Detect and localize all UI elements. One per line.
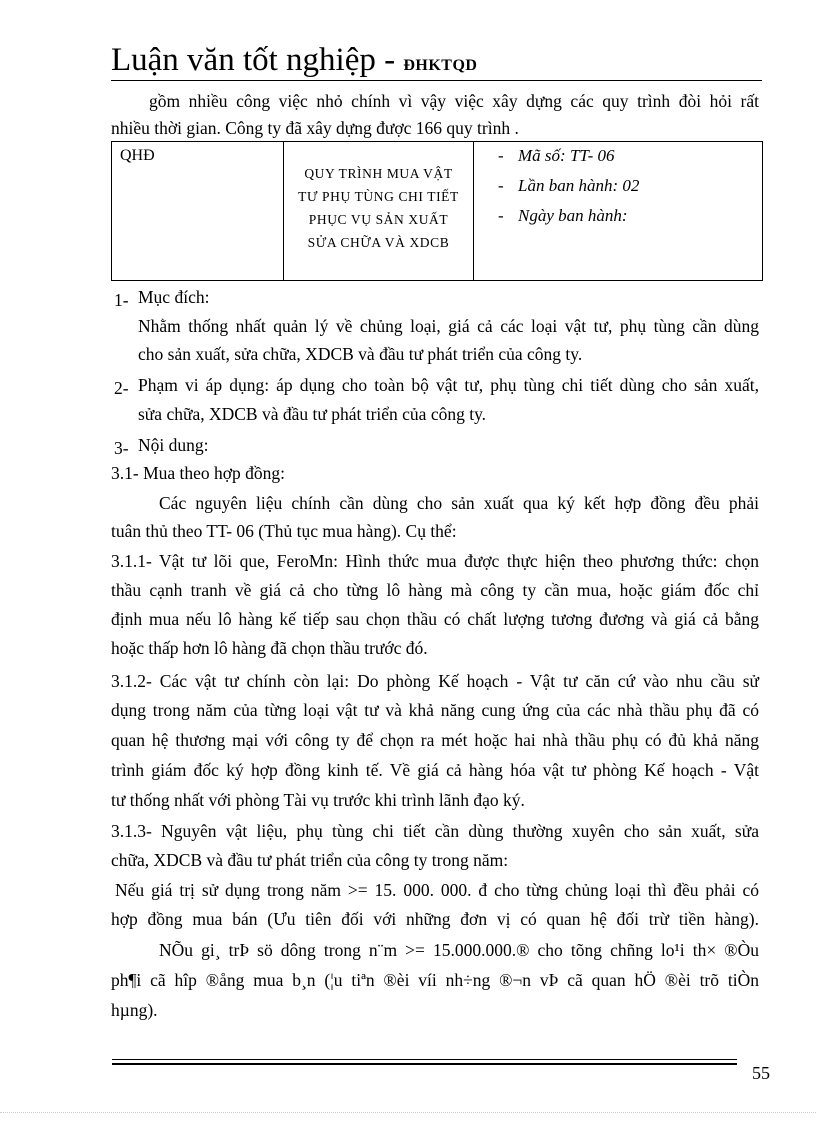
meta-dash: - [498,206,504,225]
s312-line-3: quan hệ thương mại với công ty để chọn ra mét hoặc hai nhà thầu phụ có đủ khả năng [111,730,759,750]
procedure-title-line: SỬA CHỮA VÀ XDCB [307,235,450,250]
s313-line-2: chữa, XDCB và đầu tư phát triển của công ty trong năm: [111,850,509,870]
s312-line-2: dụng trong năm của từng loại vật tư và khả năng cung ứng của các nhà thầu phụ đã có [111,700,759,720]
intro-line-2: nhiều thời gian. Công ty đã xây dựng được 166 quy trình . [111,118,519,138]
section-2-line-2: sửa chữa, XDCB và đầu tư phát triển của công ty. [138,404,487,424]
procedure-title [284,162,473,254]
para-3-line-1: NÕu gi¸ trÞ sö dông trong n¨m >= 15.000.000.® cho tõng chñng lo¹i th× ®Òu [159,940,759,960]
thesis-title: Luận văn tốt nghiệp [111,42,376,78]
procedure-title-line: PHỤC VỤ SẢN XUẤT [308,212,449,227]
section-1-title: Mục đích: [138,287,210,307]
department-code: QHĐ [120,147,155,164]
para-3-line-2: ph¶i cã hîp ®ång mua b¸n (¦u tiªn ®èi víi nh÷ng ®¬n vÞ cã quan hÖ ®èi trõ tiÒn [111,970,759,990]
para-2-line-2: hợp đồng mua bán (Ưu tiên đối với những đơn vị có quan hệ đối trừ tiền hàng). [111,909,759,929]
section-3-title: Nội dung: [138,435,209,455]
section-2-number: 2- [114,378,129,398]
section-3-number: 3- [114,438,129,458]
table-cell-title [284,142,474,280]
s311-line-3: định mua nếu lô hàng kế tiếp sau chọn thầu có chất lượng tương đương và giá cả bằng [111,609,759,629]
meta-dash: - [498,176,504,195]
intro-line-1: gồm nhiều công việc nhỏ chính vì vậy việc xây dựng các quy trình đòi hỏi rất [149,91,759,111]
meta-doc-number: - Mã số: TT- 06 [498,146,615,165]
procedure-title-line: QUY TRÌNH MUA VẬT [304,166,453,181]
s312-line-5: tư thống nhất với phòng Tài vụ trước khi trình lãnh đạo ký. [111,790,525,810]
meta-dash: - [498,146,504,165]
table-cell-meta [474,142,762,280]
s313-line-1: 3.1.3- Nguyên vật liệu, phụ tùng chi tiết cần dùng thường xuyên cho sản xuất, sửa [111,821,759,841]
s311-line-2: thầu cạnh tranh về giá cả cho từng lô hàng mà công ty cần mua, hoặc giám đốc chỉ [111,580,759,600]
meta-issue-date: - Ngày ban hành: [498,206,628,225]
s311-line-1: 3.1.1- Vật tư lõi que, FeroMn: Hình thức mua được thực hiện theo phương thức: chọn [111,551,759,571]
section-2-line-1: Phạm vi áp dụng: áp dụng cho toàn bộ vật tư, phụ tùng chi tiết dùng cho sản xuất, [138,375,759,395]
school-name: ĐHKTQD [403,57,478,74]
header-rule [111,80,762,81]
s312-line-1: 3.1.2- Các vật tư chính còn lại: Do phòng Kế hoạch - Vật tư căn cứ vào nhu cầu sử [111,671,759,691]
page-number: 55 [752,1063,770,1083]
s311-line-4: hoặc thấp hơn lô hàng đã chọn thầu trước đó. [111,638,428,658]
footer-rule [112,1063,737,1065]
procedure-table [111,141,763,281]
section-1-line-2: cho sản xuất, sửa chữa, XDCB và đầu tư phát triển của công ty. [138,344,583,364]
header-separator: - [375,42,404,78]
page-header [111,40,766,82]
para-2-line-1: Nếu giá trị sử dụng trong năm >= 15. 000. 000. đ cho từng chủng loại thì đều phải có [115,880,759,900]
para-3-line-3: hµng). [111,1000,158,1020]
footer-rule [112,1059,737,1060]
page-edge-divider [0,1112,816,1114]
table-cell-code [112,142,284,280]
para-1-line-1: Các nguyên liệu chính cần dùng cho sản xuất qua ký kết hợp đồng đều phải [159,493,759,513]
procedure-title-line: TƯ PHỤ TÙNG CHI TIẾT [298,189,459,204]
subsection-3-1-title: 3.1- Mua theo hợp đồng: [111,463,286,483]
section-1-number: 1- [114,290,129,310]
meta-issue-number: - Lần ban hành: 02 [498,176,640,195]
section-1-line-1: Nhằm thống nhất quản lý về chủng loại, giá cả các loại vật tư, phụ tùng cần dùng [138,316,759,336]
s312-line-4: trình giám đốc ký hợp đồng kinh tế. Về giá cả hàng hóa vật tư phòng Kế hoạch - Vật [111,760,759,780]
para-1-line-2: tuân thủ theo TT- 06 (Thủ tục mua hàng). Cụ thể: [111,521,457,541]
